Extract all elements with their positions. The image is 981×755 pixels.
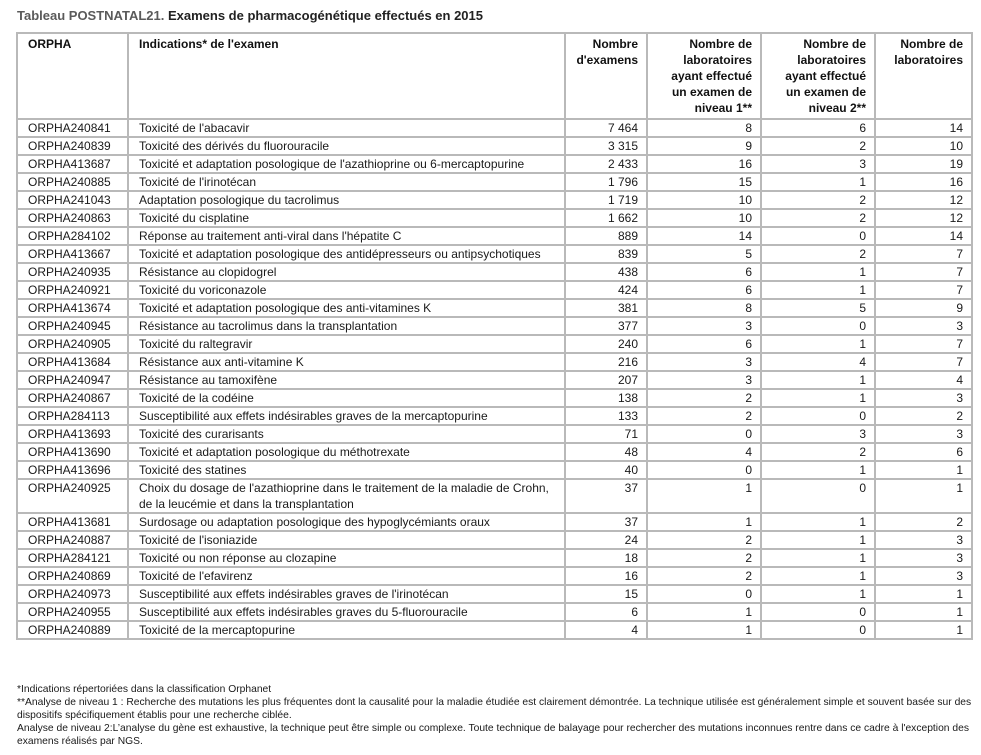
table-row — [17, 245, 972, 263]
cell-orpha: ORPHA240867 — [17, 389, 128, 407]
cell-labs-niveau2: 0 — [761, 227, 875, 245]
cell-labs-niveau2: 2 — [761, 137, 875, 155]
cell-labs-niveau2: 1 — [761, 549, 875, 567]
cell-indication: Toxicité de la codéine — [128, 389, 565, 407]
cell-nb-labs: 1 — [875, 603, 972, 621]
cell-indication: Susceptibilité aux effets indésirables graves du 5-fluorouracile — [128, 603, 565, 621]
cell-nb-labs: 3 — [875, 425, 972, 443]
cell-indication: Toxicité de l'efavirenz — [128, 567, 565, 585]
cell-nb-labs: 14 — [875, 227, 972, 245]
cell-nb-labs: 12 — [875, 191, 972, 209]
cell-nb-labs: 1 — [875, 461, 972, 479]
cell-indication: Toxicité des curarisants — [128, 425, 565, 443]
cell-indication: Toxicité et adaptation posologique de l'azathioprine ou 6-mercaptopurine — [128, 155, 565, 173]
cell-nb-examens: 1 662 — [565, 209, 647, 227]
table-row — [17, 191, 972, 209]
cell-indication: Toxicité de l'abacavir — [128, 119, 565, 137]
table-row — [17, 389, 972, 407]
cell-orpha: ORPHA240839 — [17, 137, 128, 155]
cell-labs-niveau1: 1 — [647, 603, 761, 621]
table-row — [17, 461, 972, 479]
cell-nb-labs: 2 — [875, 513, 972, 531]
cell-labs-niveau2: 1 — [761, 389, 875, 407]
header-labs-niveau2: Nombre de laboratoires ayant effectué un examen de niveau 2** — [761, 33, 875, 119]
footnote-niveau2: Analyse de niveau 2:L’analyse du gène est exhaustive, la technique peut être simple ou complexe. Toute technique de balayage pour rechercher des mutations inconnues rentre dans ce cadre à l'exception des examens réalisés par NGS. — [17, 723, 969, 747]
cell-labs-niveau1: 2 — [647, 407, 761, 425]
cell-labs-niveau1: 14 — [647, 227, 761, 245]
cell-nb-examens: 207 — [565, 371, 647, 389]
cell-labs-niveau1: 2 — [647, 531, 761, 549]
table-row — [17, 281, 972, 299]
table-row — [17, 227, 972, 245]
cell-nb-labs: 7 — [875, 263, 972, 281]
cell-labs-niveau2: 1 — [761, 461, 875, 479]
table-title — [17, 8, 483, 23]
cell-orpha: ORPHA413667 — [17, 245, 128, 263]
table-row — [17, 209, 972, 227]
cell-indication: Toxicité de l'irinotécan — [128, 173, 565, 191]
cell-labs-niveau1: 5 — [647, 245, 761, 263]
cell-orpha: ORPHA241043 — [17, 191, 128, 209]
cell-labs-niveau1: 2 — [647, 389, 761, 407]
cell-labs-niveau2: 5 — [761, 299, 875, 317]
cell-labs-niveau1: 4 — [647, 443, 761, 461]
cell-indication: Toxicité de la mercaptopurine — [128, 621, 565, 639]
cell-orpha: ORPHA413687 — [17, 155, 128, 173]
footnote-niveau1: **Analyse de niveau 1 : Recherche des mutations les plus fréquentes dont la causalité pour la maladie étudiée est clairement démontrée. La technique utilisée est généralement simple et souvent basée sur des dispositifs spécifiquement établis pour une recherche ciblée. — [17, 697, 972, 721]
cell-nb-labs: 1 — [875, 621, 972, 639]
cell-nb-examens: 216 — [565, 353, 647, 371]
cell-nb-labs: 3 — [875, 567, 972, 585]
cell-labs-niveau1: 0 — [647, 585, 761, 603]
cell-nb-labs: 1 — [875, 479, 972, 513]
cell-nb-labs: 12 — [875, 209, 972, 227]
cell-indication: Résistance aux anti-vitamine K — [128, 353, 565, 371]
cell-orpha: ORPHA240887 — [17, 531, 128, 549]
cell-labs-niveau1: 3 — [647, 317, 761, 335]
cell-labs-niveau1: 16 — [647, 155, 761, 173]
cell-indication: Résistance au clopidogrel — [128, 263, 565, 281]
cell-nb-examens: 240 — [565, 335, 647, 353]
cell-nb-examens: 71 — [565, 425, 647, 443]
cell-orpha: ORPHA240889 — [17, 621, 128, 639]
cell-nb-labs: 16 — [875, 173, 972, 191]
cell-labs-niveau1: 2 — [647, 567, 761, 585]
cell-nb-examens: 6 — [565, 603, 647, 621]
cell-nb-labs: 10 — [875, 137, 972, 155]
cell-nb-labs: 3 — [875, 389, 972, 407]
cell-nb-labs: 3 — [875, 317, 972, 335]
cell-nb-examens: 3 315 — [565, 137, 647, 155]
cell-indication: Susceptibilité aux effets indésirables graves de la mercaptopurine — [128, 407, 565, 425]
cell-nb-examens: 138 — [565, 389, 647, 407]
cell-labs-niveau2: 1 — [761, 513, 875, 531]
cell-indication: Toxicité de l'isoniazide — [128, 531, 565, 549]
cell-nb-labs: 4 — [875, 371, 972, 389]
cell-labs-niveau2: 0 — [761, 317, 875, 335]
cell-labs-niveau1: 9 — [647, 137, 761, 155]
cell-indication: Réponse au traitement anti-viral dans l'hépatite C — [128, 227, 565, 245]
cell-nb-labs: 1 — [875, 585, 972, 603]
cell-indication: Toxicité et adaptation posologique des anti-vitamines K — [128, 299, 565, 317]
cell-orpha: ORPHA240935 — [17, 263, 128, 281]
table-row — [17, 299, 972, 317]
cell-nb-examens: 18 — [565, 549, 647, 567]
cell-labs-niveau1: 15 — [647, 173, 761, 191]
cell-labs-niveau1: 3 — [647, 353, 761, 371]
table-row — [17, 585, 972, 603]
cell-indication: Choix du dosage de l'azathioprine dans le traitement de la maladie de Crohn, de la leucémie et dans la transplantation — [128, 479, 565, 513]
cell-labs-niveau2: 0 — [761, 407, 875, 425]
cell-indication: Susceptibilité aux effets indésirables graves de l'irinotécan — [128, 585, 565, 603]
pharmacogenetics-table — [16, 32, 973, 640]
cell-nb-examens: 1 719 — [565, 191, 647, 209]
cell-nb-examens: 24 — [565, 531, 647, 549]
cell-nb-examens: 889 — [565, 227, 647, 245]
cell-labs-niveau1: 6 — [647, 281, 761, 299]
cell-nb-examens: 37 — [565, 479, 647, 513]
cell-orpha: ORPHA240955 — [17, 603, 128, 621]
cell-indication: Toxicité et adaptation posologique des antidépresseurs ou antipsychotiques — [128, 245, 565, 263]
cell-nb-examens: 40 — [565, 461, 647, 479]
cell-orpha: ORPHA413693 — [17, 425, 128, 443]
table-row — [17, 603, 972, 621]
header-orpha: ORPHA — [17, 33, 128, 119]
table-header — [17, 33, 972, 119]
table-row — [17, 513, 972, 531]
cell-orpha: ORPHA284102 — [17, 227, 128, 245]
cell-labs-niveau2: 1 — [761, 335, 875, 353]
cell-indication: Toxicité et adaptation posologique du méthotrexate — [128, 443, 565, 461]
cell-nb-examens: 424 — [565, 281, 647, 299]
table-row — [17, 173, 972, 191]
cell-orpha: ORPHA240925 — [17, 479, 128, 513]
cell-orpha: ORPHA413696 — [17, 461, 128, 479]
cell-indication: Toxicité du cisplatine — [128, 209, 565, 227]
table-row — [17, 119, 972, 137]
cell-nb-labs: 9 — [875, 299, 972, 317]
cell-orpha: ORPHA240945 — [17, 317, 128, 335]
cell-orpha: ORPHA413684 — [17, 353, 128, 371]
cell-nb-examens: 7 464 — [565, 119, 647, 137]
table-title-prefix: Tableau POSTNATAL21. — [17, 8, 165, 23]
cell-nb-labs: 7 — [875, 335, 972, 353]
cell-nb-examens: 839 — [565, 245, 647, 263]
footnotes — [17, 683, 972, 748]
table-title-text: Examens de pharmacogénétique effectués en 2015 — [164, 8, 483, 23]
cell-labs-niveau1: 10 — [647, 209, 761, 227]
table-row — [17, 317, 972, 335]
cell-labs-niveau2: 2 — [761, 245, 875, 263]
cell-orpha: ORPHA413681 — [17, 513, 128, 531]
cell-orpha: ORPHA240973 — [17, 585, 128, 603]
cell-orpha: ORPHA413690 — [17, 443, 128, 461]
header-nb-examens: Nombre d'examens — [565, 33, 647, 119]
cell-labs-niveau2: 1 — [761, 173, 875, 191]
cell-orpha: ORPHA240921 — [17, 281, 128, 299]
cell-labs-niveau2: 1 — [761, 531, 875, 549]
table-row — [17, 531, 972, 549]
cell-labs-niveau2: 0 — [761, 603, 875, 621]
cell-orpha: ORPHA240869 — [17, 567, 128, 585]
cell-labs-niveau2: 0 — [761, 479, 875, 513]
cell-nb-examens: 4 — [565, 621, 647, 639]
cell-nb-labs: 7 — [875, 245, 972, 263]
cell-orpha: ORPHA413674 — [17, 299, 128, 317]
cell-indication: Toxicité du raltegravir — [128, 335, 565, 353]
table-row — [17, 567, 972, 585]
cell-indication: Toxicité des statines — [128, 461, 565, 479]
cell-labs-niveau1: 6 — [647, 263, 761, 281]
cell-nb-labs: 7 — [875, 281, 972, 299]
cell-nb-examens: 2 433 — [565, 155, 647, 173]
cell-labs-niveau2: 6 — [761, 119, 875, 137]
cell-indication: Adaptation posologique du tacrolimus — [128, 191, 565, 209]
cell-labs-niveau2: 1 — [761, 371, 875, 389]
cell-nb-examens: 37 — [565, 513, 647, 531]
cell-orpha: ORPHA240841 — [17, 119, 128, 137]
cell-nb-examens: 15 — [565, 585, 647, 603]
header-labs-niveau1: Nombre de laboratoires ayant effectué un examen de niveau 1** — [647, 33, 761, 119]
cell-labs-niveau2: 2 — [761, 191, 875, 209]
cell-nb-labs: 19 — [875, 155, 972, 173]
cell-labs-niveau2: 2 — [761, 443, 875, 461]
cell-labs-niveau1: 8 — [647, 299, 761, 317]
header-nb-labs: Nombre de laboratoires — [875, 33, 972, 119]
cell-nb-examens: 438 — [565, 263, 647, 281]
cell-nb-examens: 133 — [565, 407, 647, 425]
table-row — [17, 137, 972, 155]
cell-labs-niveau2: 1 — [761, 263, 875, 281]
footnote-orphanet: *Indications répertoriées dans la classification Orphanet — [17, 684, 272, 695]
cell-labs-niveau2: 2 — [761, 209, 875, 227]
cell-labs-niveau2: 1 — [761, 281, 875, 299]
cell-indication: Toxicité ou non réponse au clozapine — [128, 549, 565, 567]
cell-indication: Toxicité des dérivés du fluorouracile — [128, 137, 565, 155]
cell-labs-niveau2: 1 — [761, 585, 875, 603]
cell-indication: Résistance au tamoxifène — [128, 371, 565, 389]
cell-nb-labs: 6 — [875, 443, 972, 461]
cell-nb-examens: 377 — [565, 317, 647, 335]
cell-labs-niveau1: 3 — [647, 371, 761, 389]
cell-indication: Surdosage ou adaptation posologique des hypoglycémiants oraux — [128, 513, 565, 531]
cell-orpha: ORPHA284121 — [17, 549, 128, 567]
cell-labs-niveau2: 1 — [761, 567, 875, 585]
cell-orpha: ORPHA240885 — [17, 173, 128, 191]
cell-labs-niveau2: 3 — [761, 425, 875, 443]
table-row — [17, 549, 972, 567]
table-row — [17, 263, 972, 281]
cell-labs-niveau1: 0 — [647, 461, 761, 479]
cell-nb-examens: 381 — [565, 299, 647, 317]
cell-orpha: ORPHA240863 — [17, 209, 128, 227]
cell-labs-niveau1: 10 — [647, 191, 761, 209]
cell-nb-labs: 14 — [875, 119, 972, 137]
cell-labs-niveau1: 1 — [647, 479, 761, 513]
cell-orpha: ORPHA284113 — [17, 407, 128, 425]
cell-labs-niveau1: 1 — [647, 513, 761, 531]
cell-nb-examens: 1 796 — [565, 173, 647, 191]
cell-labs-niveau1: 6 — [647, 335, 761, 353]
table-row — [17, 371, 972, 389]
header-indication: Indications* de l'examen — [128, 33, 565, 119]
cell-nb-labs: 2 — [875, 407, 972, 425]
cell-labs-niveau1: 2 — [647, 549, 761, 567]
table-row — [17, 155, 972, 173]
table-row — [17, 621, 972, 639]
cell-labs-niveau2: 4 — [761, 353, 875, 371]
cell-labs-niveau1: 8 — [647, 119, 761, 137]
cell-indication: Résistance au tacrolimus dans la transplantation — [128, 317, 565, 335]
table-row — [17, 353, 972, 371]
table-row — [17, 443, 972, 461]
header-row — [17, 33, 972, 119]
cell-nb-labs: 3 — [875, 549, 972, 567]
table-row — [17, 407, 972, 425]
table-body — [17, 119, 972, 639]
cell-labs-niveau1: 0 — [647, 425, 761, 443]
table-row — [17, 425, 972, 443]
cell-nb-examens: 16 — [565, 567, 647, 585]
table-row — [17, 335, 972, 353]
cell-labs-niveau2: 0 — [761, 621, 875, 639]
cell-nb-labs: 7 — [875, 353, 972, 371]
cell-orpha: ORPHA240905 — [17, 335, 128, 353]
cell-nb-examens: 48 — [565, 443, 647, 461]
cell-indication: Toxicité du voriconazole — [128, 281, 565, 299]
table-row — [17, 479, 972, 513]
cell-nb-labs: 3 — [875, 531, 972, 549]
cell-labs-niveau2: 3 — [761, 155, 875, 173]
cell-labs-niveau1: 1 — [647, 621, 761, 639]
cell-orpha: ORPHA240947 — [17, 371, 128, 389]
